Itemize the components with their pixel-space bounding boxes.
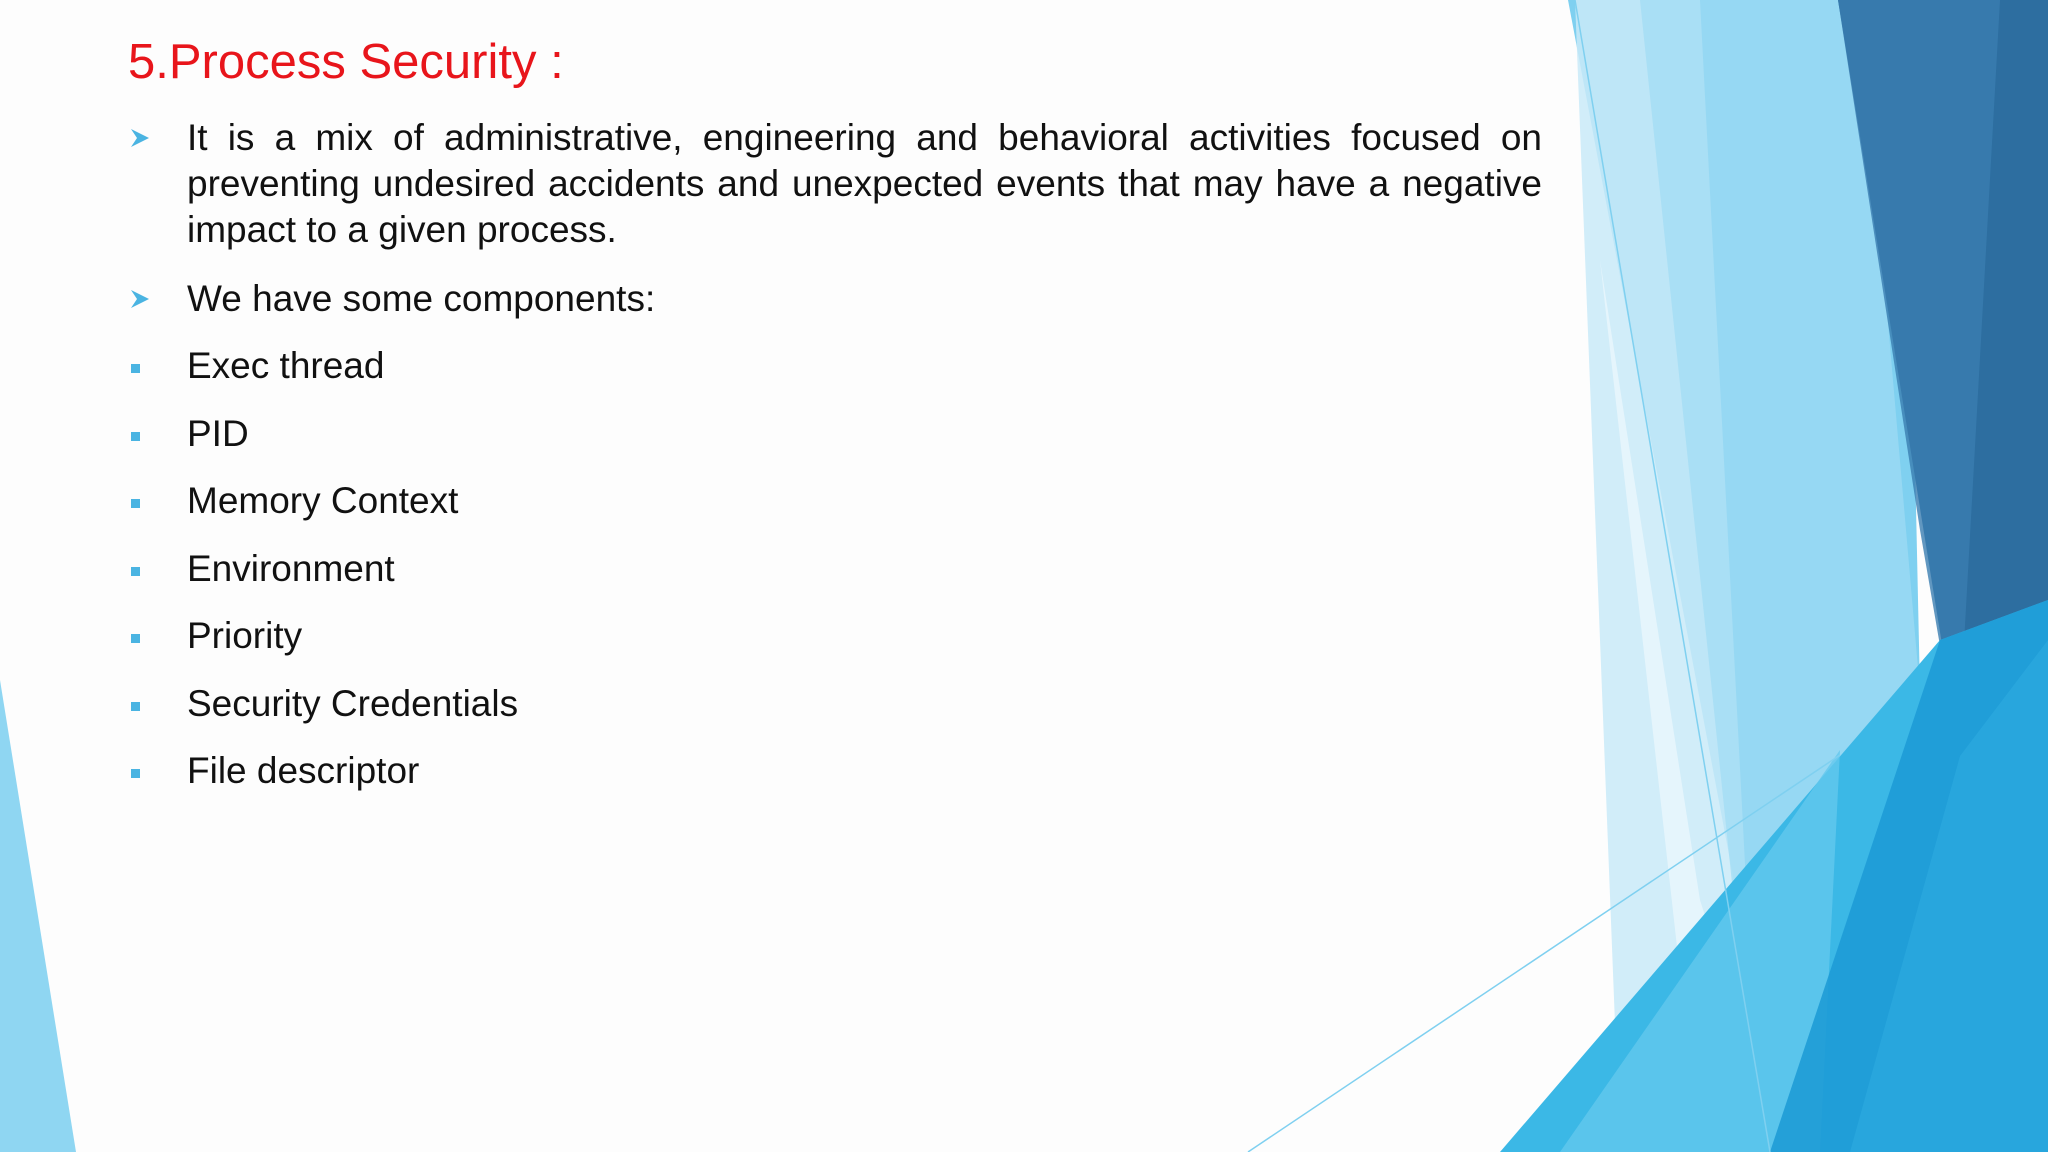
square-bullet-icon [131, 769, 140, 778]
component-text: Security Credentials [187, 683, 519, 724]
component-text: Priority [187, 615, 303, 656]
component-item [0, 613, 2048, 659]
arrow-bullet-icon [129, 127, 151, 149]
square-bullet-icon [131, 702, 140, 711]
component-text: Exec thread [187, 345, 385, 386]
component-item [0, 546, 2048, 592]
component-text: PID [187, 413, 249, 454]
list-item [0, 276, 2048, 322]
component-text: Memory Context [187, 480, 459, 521]
list-item-text: We have some components: [187, 278, 656, 319]
component-text: File descriptor [187, 750, 420, 791]
component-item [0, 411, 2048, 457]
component-item [0, 343, 2048, 389]
slide-title: 5.Process Security : [128, 35, 564, 89]
square-bullet-icon [131, 567, 140, 576]
component-text: Environment [187, 548, 395, 589]
square-bullet-icon [131, 432, 140, 441]
square-bullet-icon [131, 499, 140, 508]
square-bullet-icon [131, 364, 140, 373]
component-item [0, 748, 2048, 794]
component-item [0, 681, 2048, 727]
component-item [0, 478, 2048, 524]
square-bullet-icon [131, 634, 140, 643]
arrow-bullet-icon [129, 288, 151, 310]
intro-paragraph: It is a mix of administrative, engineering and behavioral activities focused on preventing undesired accidents and unexpected events that may have a negative impact to a given process. [187, 117, 1542, 250]
